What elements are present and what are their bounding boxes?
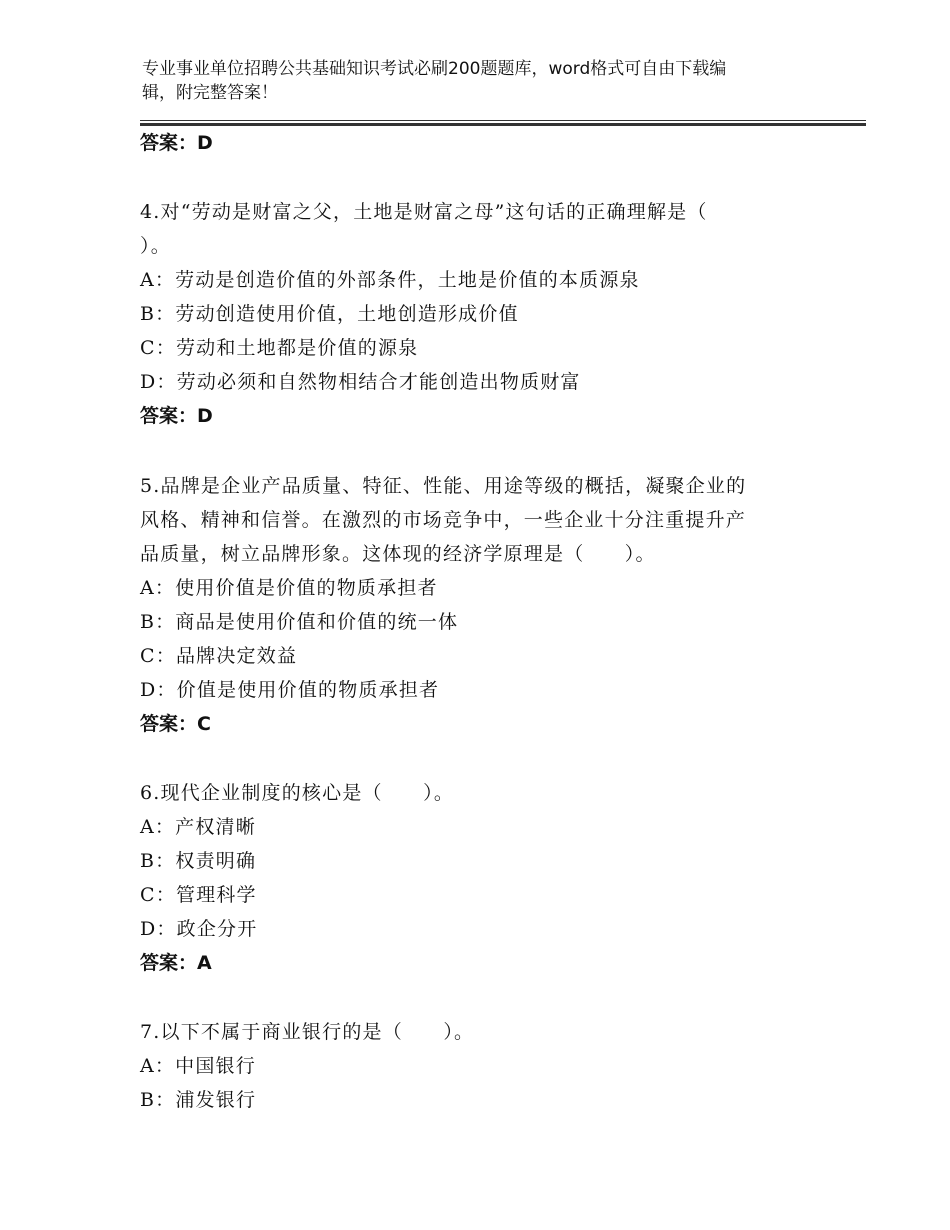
question-6-option-b: B：权责明确 bbox=[140, 850, 257, 872]
question-7-option-b: B：浦发银行 bbox=[140, 1089, 257, 1111]
question-5-line-1: 5.品牌是企业产品质量、特征、性能、用途等级的概括，凝聚企业的 bbox=[140, 475, 747, 497]
question-7-option-a: A：中国银行 bbox=[140, 1055, 256, 1077]
answer-previous: 答案：D bbox=[140, 132, 213, 154]
page-header bbox=[142, 57, 802, 105]
question-5-option-d: D：价值是使用价值的物质承担者 bbox=[140, 679, 440, 701]
question-5-answer: 答案：C bbox=[140, 713, 211, 735]
question-5-option-b: B：商品是使用价值和价值的统一体 bbox=[140, 611, 459, 633]
question-6-option-c: C：管理科学 bbox=[140, 884, 257, 906]
question-4-option-d: D：劳动必须和自然物相结合才能创造出物质财富 bbox=[140, 371, 581, 393]
question-5-option-a: A：使用价值是价值的物质承担者 bbox=[140, 577, 438, 599]
question-7-line-1: 7.以下不属于商业银行的是（ ）。 bbox=[140, 1021, 475, 1043]
header-divider bbox=[140, 120, 866, 126]
question-4-answer: 答案：D bbox=[140, 405, 213, 427]
question-5-option-c: C：品牌决定效益 bbox=[140, 645, 298, 667]
question-4-line-2: ）。 bbox=[140, 235, 171, 257]
header-line-1: 专业事业单位招聘公共基础知识考试必刷200题题库，word格式可自由下载编 bbox=[142, 59, 727, 79]
header-line-2: 辑，附完整答案！ bbox=[142, 83, 278, 103]
question-5-line-2: 风格、精神和信誉。在激烈的市场竞争中，一些企业十分注重提升产 bbox=[140, 509, 747, 531]
question-6-option-d: D：政企分开 bbox=[140, 918, 258, 940]
question-6-line-1: 6.现代企业制度的核心是（ ）。 bbox=[140, 782, 455, 804]
question-5-line-3: 品质量，树立品牌形象。这体现的经济学原理是（ ）。 bbox=[140, 543, 656, 565]
question-4-option-c: C：劳动和土地都是价值的源泉 bbox=[140, 337, 419, 359]
question-6-answer: 答案：A bbox=[140, 952, 212, 974]
question-4-line-1: 4.对“劳动是财富之父，土地是财富之母”这句话的正确理解是（ bbox=[140, 201, 708, 223]
question-6-option-a: A：产权清晰 bbox=[140, 816, 256, 838]
question-4-option-a: A：劳动是创造价值的外部条件，土地是价值的本质源泉 bbox=[140, 269, 640, 291]
question-4-option-b: B：劳动创造使用价值，土地创造形成价值 bbox=[140, 303, 519, 325]
